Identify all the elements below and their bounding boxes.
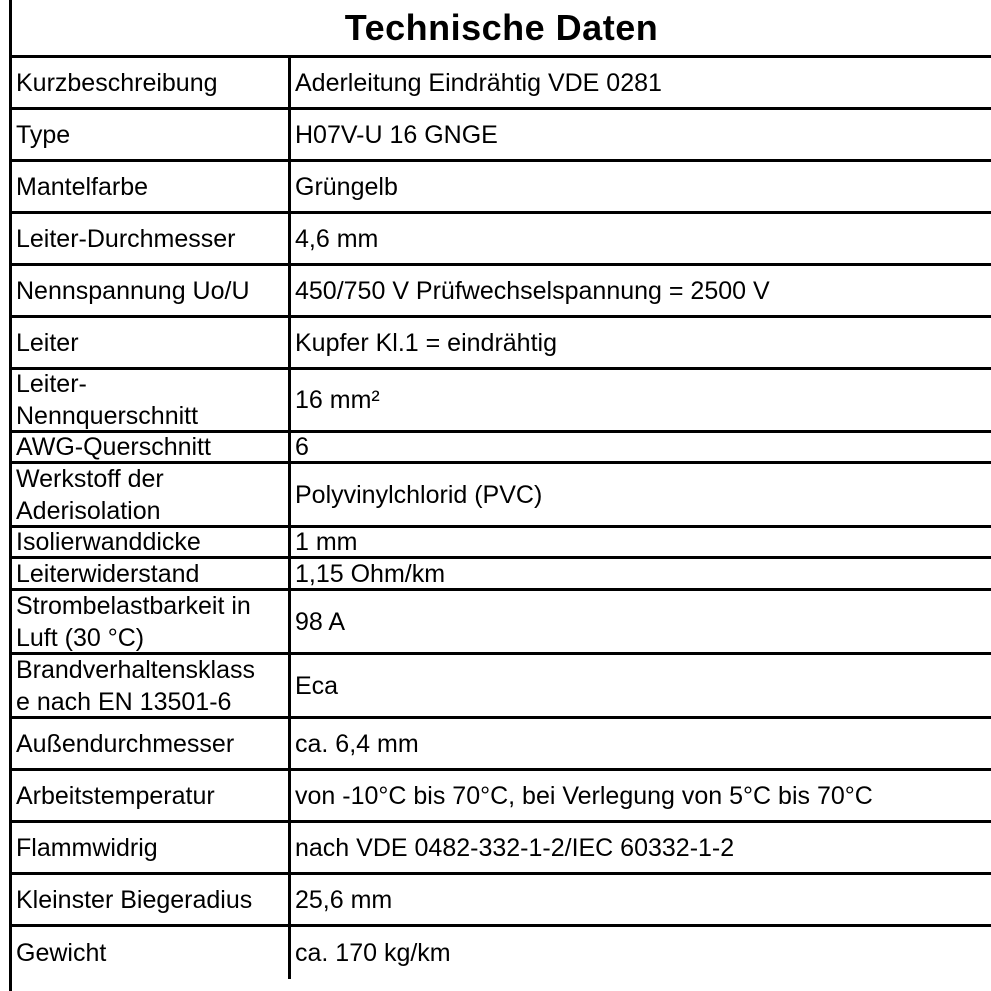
spec-value: Kupfer Kl.1 = eindrähtig: [295, 328, 557, 357]
table-row: [12, 162, 991, 214]
spec-label: Mantelfarbe: [12, 162, 291, 211]
spec-label: Strombelastbarkeit in Luft (30 °C): [12, 591, 291, 652]
spec-label: Gewicht: [12, 927, 291, 979]
table-row: [12, 771, 991, 823]
spec-label: AWG-Querschnitt: [12, 433, 291, 461]
spec-value: H07V-U 16 GNGE: [295, 120, 498, 149]
spec-value: 450/750 V Prüfwechselspannung = 2500 V: [295, 276, 770, 305]
table-row: [12, 528, 991, 559]
table-row: [12, 433, 991, 464]
spec-label: Leiter: [12, 318, 291, 367]
spec-label: Isolierwanddicke: [12, 528, 291, 556]
table-row: [12, 655, 991, 719]
table-row: [12, 266, 991, 318]
spec-label: Leiterwiderstand: [12, 559, 291, 588]
spec-value: Eca: [295, 671, 339, 700]
spec-value: ca. 6,4 mm: [295, 729, 419, 758]
table-row: [12, 110, 991, 162]
table-row: [12, 370, 991, 433]
spec-value: Polyvinylchlorid (PVC): [295, 480, 543, 509]
spec-label: Leiter- Nennquerschnitt: [12, 370, 291, 430]
spec-label: Type: [12, 110, 291, 159]
spec-value: 16 mm²: [295, 386, 380, 414]
spec-sheet: [9, 0, 991, 991]
spec-value: von -10°C bis 70°C, bei Verlegung von 5°C bis 70°C: [295, 781, 873, 810]
spec-label: Flammwidrig: [12, 823, 291, 872]
spec-value: 98 A: [295, 607, 346, 636]
spec-value: 6: [295, 433, 309, 461]
spec-label: Nennspannung Uo/U: [12, 266, 291, 315]
table-row: [12, 875, 991, 927]
spec-value: nach VDE 0482-332-1-2/IEC 60332-1-2: [295, 833, 735, 862]
table-row: [12, 591, 991, 655]
spec-label: Werkstoff der Aderisolation: [12, 464, 291, 525]
table-row: [12, 58, 991, 110]
spec-value: 1 mm: [295, 528, 358, 556]
table-row: [12, 214, 991, 266]
spec-label: Kleinster Biegeradius: [12, 875, 291, 924]
spec-table: [12, 58, 991, 979]
spec-label: Brandverhaltensklass e nach EN 13501-6: [12, 655, 291, 716]
table-row: [12, 559, 991, 591]
spec-value: ca. 170 kg/km: [295, 939, 451, 967]
spec-value: 25,6 mm: [295, 885, 393, 914]
table-title: Technische Daten: [12, 0, 991, 58]
table-row: [12, 464, 991, 528]
spec-label: Kurzbeschreibung: [12, 58, 291, 107]
spec-value: 4,6 mm: [295, 224, 379, 253]
spec-label: Außendurchmesser: [12, 719, 291, 768]
spec-label: Leiter-Durchmesser: [12, 214, 291, 263]
spec-value: 1,15 Ohm/km: [295, 559, 446, 588]
table-row: [12, 823, 991, 875]
spec-value: Aderleitung Eindrähtig VDE 0281: [295, 68, 662, 97]
table-row: [12, 719, 991, 771]
spec-label: Arbeitstemperatur: [12, 771, 291, 820]
table-row: [12, 927, 991, 979]
spec-value: Grüngelb: [295, 172, 398, 201]
table-row: [12, 318, 991, 370]
